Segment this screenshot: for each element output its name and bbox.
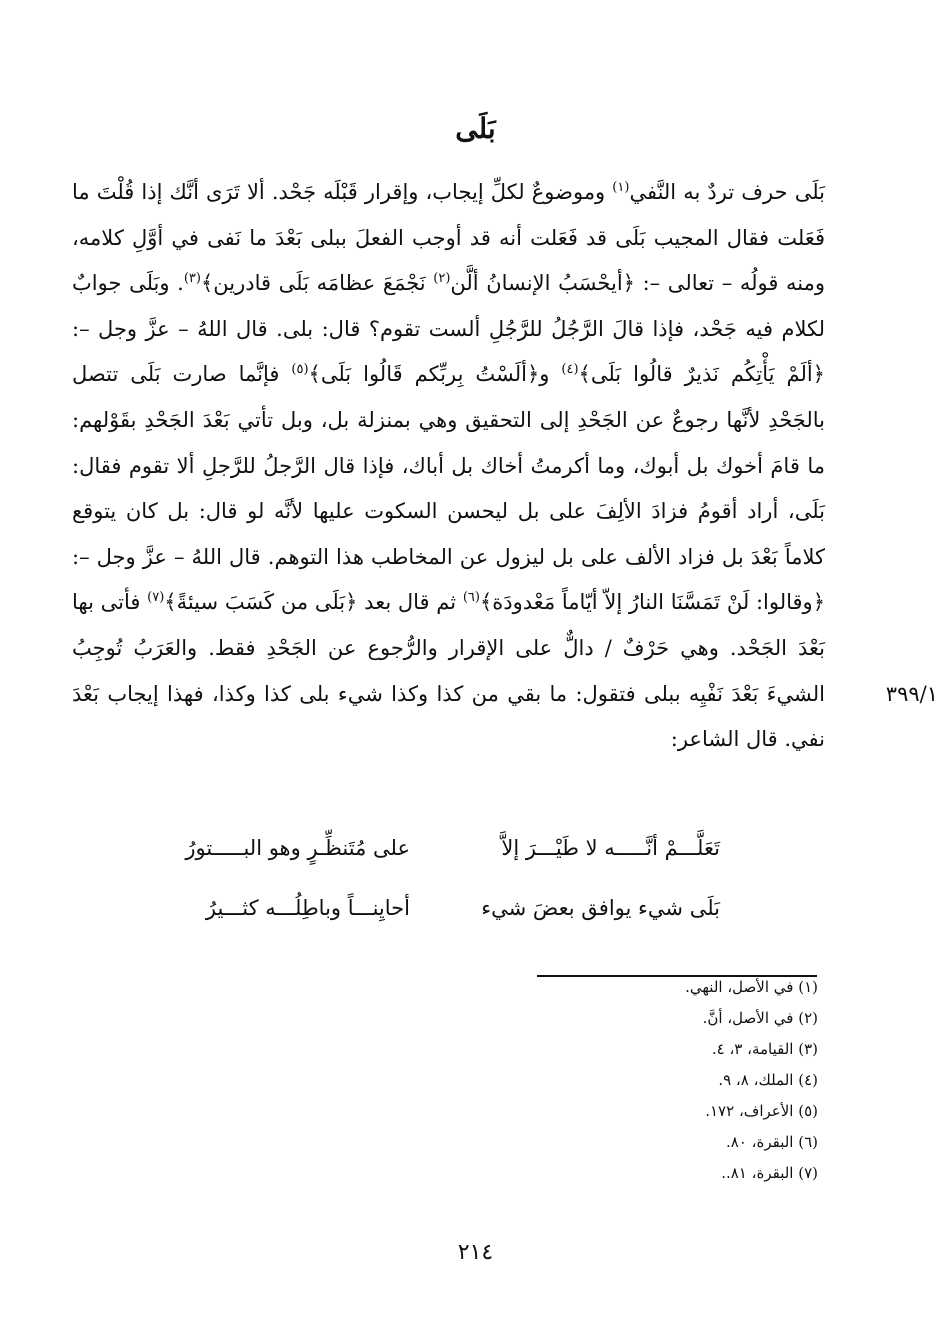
text-run: . وبَلَى جوابٌ لكلام فيه جَحْد، فإذا قالَ الرَّجُلُ للرَّجُلِ ألست تقوم؟ قال: بلى. قال اللهُ – عزَّ وجل –: ﴿ألَمْ يَأْتِكُم نَذيرٌ قالُوا بَلَى﴾ [72,271,825,387]
footnote: (٧) البقرة، ٨١.. [721,1164,818,1182]
footnote: (٤) الملك، ٨، ٩. [718,1071,818,1089]
text-run: بَلَى حرف تردٌ به النَّفي [629,180,825,204]
verse-second-hemistich: أحايِنـــاً وباطِلُـــه كثـــيرُ [205,896,410,920]
page-number: ٢١٤ [457,1240,494,1265]
verse-first-hemistich: بَلَى شيء يوافق بعضَ شيء [481,896,720,920]
footnote: (٢) في الأصل، أنَّ. [702,1009,818,1027]
footnote-marker-1: (١) [612,180,630,195]
text-run: و﴿ألَسْتُ بِربِّكم قَالُوا بَلَى﴾ [308,362,562,387]
poem-verse [150,878,720,938]
verse-first-hemistich: تَعَلَّـــمْ أنَّـــــه لا طَيْـــرَ إلاَّ [501,836,720,860]
entry-heading: بَلَى [455,112,496,145]
footnote: (١) في الأصل، النهي. [685,978,818,996]
footnotes [560,972,818,1189]
poem [150,818,720,938]
footnote-marker-7: (٧) [147,590,165,606]
poem-verse [150,818,720,878]
verse-second-hemistich: على مُتَنظِّـرٍ وهو البـــــتورُ [185,836,410,860]
text-run: ثم قال بعد ﴿بَلَى من كَسَبَ سيئةً﴾ [164,590,463,615]
footnote-marker-3: (٣) [183,271,201,287]
text-run: فأتى بها بَعْدَ الجَحْد. وهي حَرْفٌ / دالٌّ على الإقرار والرُّجوع عن الجَحْدِ فقط. والعَرَبُ تُوجِبُ الشيءَ بَعْدَ نَفْيِه ببلى فتقول: ما بقي من كذا وكذا شيء بلى كذا وكذا، فهذا إيجاب بَعْدَ نفي. قال الشاعر: [72,590,825,752]
paragraph-text [72,170,825,763]
footnote-marker-2: (٢) [433,271,451,287]
footnote: (٣) القيامة، ٣، ٤. [711,1040,818,1058]
text-run: فإنَّما صارت بَلَى تتصل بالجَحْدِ لأنَّها رجوعٌ عن الجَحْدِ إلى التحقيق وهي بمنزلة بل، وبل تأتي بَعْدَ الجَحْدِ بقَوْلهم: ما قامَ أخوك بل أبوك، وما أكرمتُ أخاك بل أباك، فإذا قال الرَّجلُ للرَّجلِ ألا تقوم فقال: بَلَى، أراد أقومُ فزادَ الألِفَ على بل ليحسن السكوت عليها لأنَّه لو قال: بل كان يتوقع كلاماً بَعْدَ بل فزاد الألف على بل ليزول عن المخاطب هذا التوهم. قال اللهُ – عزَّ وجل –: ﴿وقالوا: لَنْ تَمَسَّنَا النارُ إلاّ أيّاماً مَعْدودَة﴾ [72,362,826,615]
text-run: نَجْمَعَ عظامَه بَلَى قادرين﴾ [200,271,434,296]
footnote-marker-6: (٦) [462,590,480,606]
footnote: (٦) البقرة، ٨٠. [725,1133,818,1151]
margin-reference: ٣٩٩/١ [885,682,938,706]
main-paragraph [72,170,825,763]
footnote: (٥) الأعراف، ١٧٢. [705,1102,818,1120]
footnote-marker-5: (٥) [291,362,309,378]
text-run: وموضوعٌ لكلِّ إيجاب، وإقرار قَبْلَه جَحْد. ألا تَرَى أنَّك إذا قُلْتَ ما فَعَلت فقال المجيب بَلَى قد فَعَلت أنه قد أوجب الفعلَ ببلى بَعْدَ ما نَفى في أوَّلِ كلامه، ومنه قولُه – تعالى –: ﴿أيحْسَبُ الإنسانُ ألَّن [72,180,826,296]
footnote-marker-4: (٤) [561,362,579,378]
